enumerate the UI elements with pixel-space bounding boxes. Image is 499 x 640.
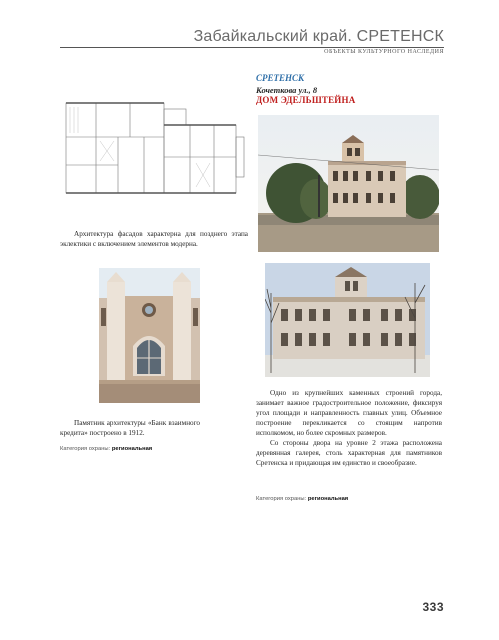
protection-category-right: Категория охраны: региональная	[256, 496, 349, 502]
object-name: ДОМ ЭДЕЛЬШТЕЙНА	[256, 95, 356, 105]
monument-caption: Памятник архитектуры «Банк взаимного кредита» построено в 1912.	[60, 419, 200, 437]
description-text	[256, 388, 442, 468]
header-rule	[60, 47, 444, 48]
floor-plan-drawing	[60, 95, 248, 198]
section-title: Забайкальский край. СРЕТЕНСК	[193, 28, 444, 45]
object-city: СРЕТЕНСК	[256, 73, 305, 83]
page-number: 333	[422, 600, 444, 614]
description-paragraph-1: Одно из крупнейших каменных строений города, занимает важное градостроительное положение, фиксируя угол площади и направленность главных улиц. Объемное построение перекликается со стоящим напротив исполкомом, но более скромных размеров.	[256, 389, 442, 437]
building-street-photo	[258, 115, 439, 252]
object-address: Кочеткова ул., 8	[256, 85, 318, 95]
plan-caption: Архитектура фасадов характерна для позднего этапа эклектики с включением элементов модерна.	[60, 230, 248, 248]
section-subtitle: ОБЪЕКТЫ КУЛЬТУРНОГО НАСЛЕДИЯ	[324, 49, 444, 55]
protection-category-left: Категория охраны: региональная	[60, 446, 153, 452]
description-paragraph-2: Со стороны двора на уровне 2 этажа расположена деревянная галерея, столь характерная для памятников Сретенска и придающая им единство и своеобразие.	[256, 439, 442, 467]
bank-facade-photo	[99, 268, 200, 403]
building-winter-photo	[265, 263, 430, 377]
